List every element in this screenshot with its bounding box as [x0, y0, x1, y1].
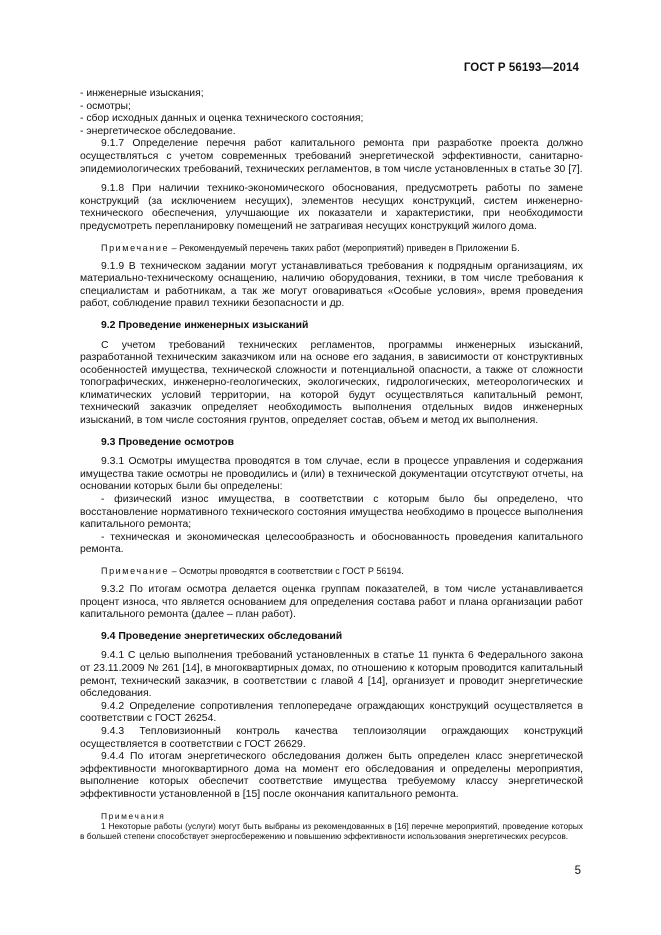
section-heading-9-3: 9.3 Проведение осмотров [101, 436, 235, 448]
note-label: Примечание [101, 566, 170, 576]
note-text: – Рекомендуемый перечень таких работ (мероприятий) приведен в Приложении Б. [169, 242, 520, 253]
section-heading-9-4: 9.4 Проведение энергетических обследований [101, 630, 343, 642]
paragraph-9-3-1: 9.3.1 Осмотры имущества проводятся в том случае, если в процессе управления и содержания имущества такие осмотры не проводились и (или) в технической документации отсутствуют отчеты, на основании которых были бы определены: [80, 456, 583, 493]
paragraph-9-1-9: 9.1.9 В техническом задании могут устанавливаться требования к подрядным организациям, их материально-техническому оснащению, наличию оборудования, техники, в том числе требования к специалистам и работникам, а так же могут оговариваться «Особые условия», время проведения работ, соблюдение правил техники безопасности и др. [80, 260, 583, 310]
note-label: Примечание [101, 242, 170, 253]
paragraph-9-4-3: 9.4.3 Тепловизионный контроль качества теплоизоляции ограждающих конструкций осуществляется в соответствии с ГОСТ 26629. [80, 725, 583, 750]
paragraph-9-2: С учетом требований технических регламентов, программы инженерных изысканий, разработанной техническим заказчиком или на основе его задания, в зависимости от конструктивных особенностей имущества, технической сложности и потенциальной опасности, а также от сложности топографических, инженерно-геологических, экологических, гидрологических, метеорологических и климатических условий территории, на которой будут осуществляться капитальный ремонт, технический заказчик определяет необходимость выполнения отдельных видов инженерных изысканий, в том числе состояния грунтов, определяет состав, объем и метод их выполнения. [80, 339, 583, 427]
list-item: - сбор исходных данных и оценка технического состояния; [80, 113, 364, 125]
page-number: 5 [574, 865, 581, 877]
note-text: – Осмотры проводятся в соответствии с ГОСТ Р 56194. [169, 566, 404, 576]
paragraph-9-4-2: 9.4.2 Определение сопротивления теплопередаче ограждающих конструкций осуществляется в соответствии с ГОСТ 26254. [80, 700, 583, 725]
list-item: - энергетическое обследование. [80, 125, 236, 137]
paragraph-9-3-1-item-a: - физический износ имущества, в соответствии с которым было бы определено, что восстановление нормативного технического состояния имущества необходимо в процессе выполнения капитального ремонта; [80, 494, 583, 531]
section-heading-9-2: 9.2 Проведение инженерных изысканий [101, 319, 309, 331]
paragraph-9-3-1-item-b: - техническая и экономическая целесообразность и обоснованность проведения капитального ремонта. [80, 531, 583, 556]
notes-title: Примечания [101, 810, 166, 821]
paragraph-9-4-1: 9.4.1 С целью выполнения требований установленных в статье 11 пункта 6 Федерального закона от 23.11.2009 № 261 [14], в многоквартирных домах, по отношению к которым проводится капитальный ремонт, технический заказчик, в соответствии с главой 4 [14], организует и проводит энергетические обследования. [80, 650, 583, 700]
document-id-header: ГОСТ Р 56193—2014 [463, 62, 579, 74]
list-item: - осмотры; [80, 100, 131, 112]
paragraph-9-1-7: 9.1.7 Определение перечня работ капитального ремонта при разработке проекта должно осуществляться с учетом современных требований энергетической эффективности, санитарно-эпидемиологических требований, технических регламентов, в том числе установленных в статье 30 [7]. [80, 138, 583, 175]
note-inspections [80, 566, 583, 577]
paragraph-9-3-2: 9.3.2 По итогам осмотра делается оценка группам показателей, в том числе устанавливается процент износа, что является основанием для определения состава работ и плана организации работ капитального ремонта (далее – план работ). [80, 584, 583, 621]
document-body [80, 88, 583, 842]
paragraph-9-4-4: 9.4.4 По итогам энергетического обследования должен быть определен класс энергетической эффективности многоквартирного дома на момент его обследования и определены мероприятия, выполнение которых обеспечит соответствие имущества требуемому классу энергетической эффективности установленной в [15] после окончания капитального ремонта. [80, 751, 583, 800]
note-item-1: 1 Некоторые работы (услуги) могут быть выбраны из рекомендованных в [16] перечне мероприятий, проведение которых в большей степени способствует энергосбережению и повышению эффективности использования энергетических ресурсов. [80, 820, 583, 842]
note-recommended-works [80, 243, 583, 254]
paragraph-9-1-8: 9.1.8 При наличии технико-экономического обоснования, предусмотреть работы по замене конструкций (за исключением несущих), элементов несущих конструкций, систем инженерно-технического обеспечения, улучшающие их показатели и характеристики, при необходимости предусмотреть перепланировку помещений не затрагивая несущих конструкций жилого дома. [80, 183, 583, 232]
list-item: - инженерные изыскания; [80, 88, 204, 99]
